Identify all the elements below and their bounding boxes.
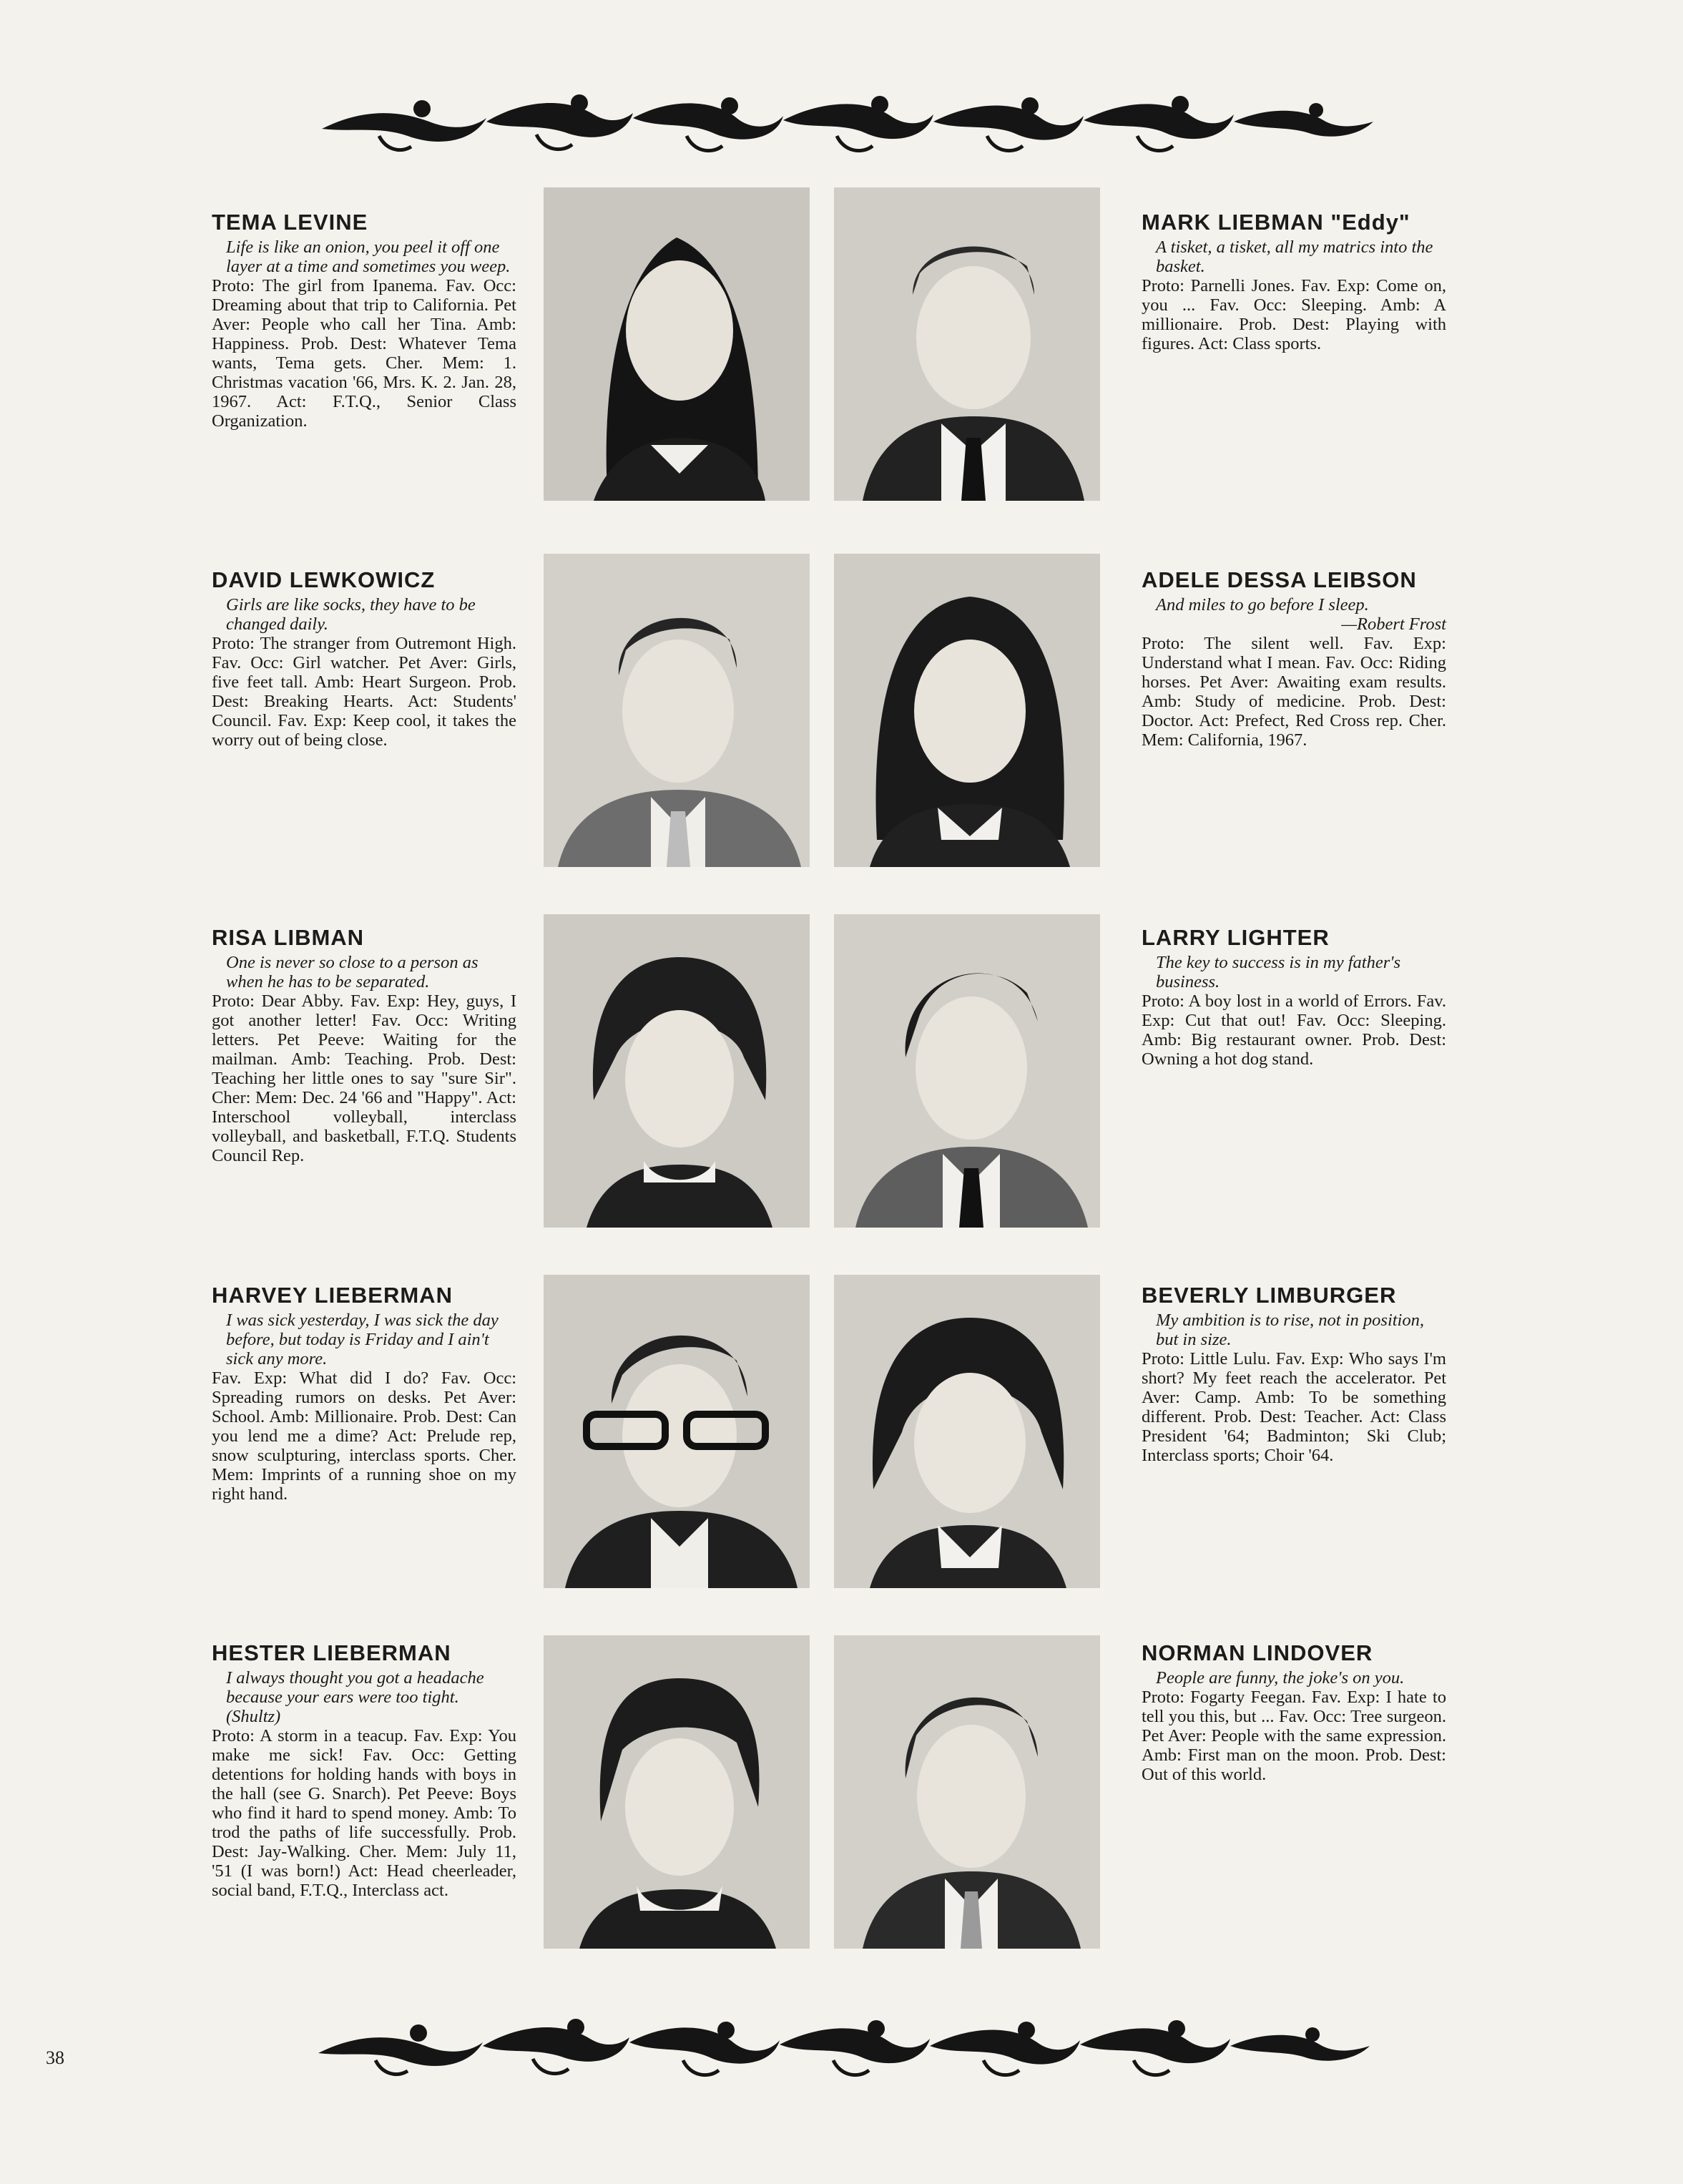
senior-quote: The key to success is in my father's business. [1156,953,1401,991]
quote-attribution: —Robert Frost [1341,614,1446,634]
senior-portrait-photo [834,914,1100,1228]
senior-portrait-photo [544,554,810,867]
senior-portrait-photo [544,1635,810,1949]
senior-quote: People are funny, the joke's on you. [1156,1668,1405,1688]
senior-portrait-photo [834,1275,1100,1588]
senior-bio: Proto: A boy lost in a world of Errors. Fav. Exp: Cut that out! Fav. Occ: Sleeping. Amb: Big restaurant owner. Prob. Dest: Owning a hot dog stand. [1142,991,1446,1069]
senior-quote: Life is like an onion, you peel it off one layer at a time and sometimes you weep. [226,238,511,276]
senior-entry [212,1282,516,1504]
senior-name: MARK LIEBMAN "Eddy" [1142,210,1410,235]
senior-name: TEMA LEVINE [212,210,368,235]
senior-entry [1142,1282,1446,1465]
senior-bio: Proto: Little Lulu. Fav. Exp: Who says I'm short? My feet reach the accelerator. Pet Aver: Camp. Amb: To be something different. Prob. Dest: Teacher. Act: Class President '64; Badminton; Ski Club; Interclass sports; Choir '64. [1142,1349,1446,1465]
senior-name: RISA LIBMAN [212,925,365,950]
senior-bio: Fav. Exp: What did I do? Fav. Occ: Spreading rumors on desks. Pet Aver: School. Amb: Millionaire. Prob. Dest: Can you lend me a dime? Act: Prelude rep, snow sculpturing, interclass sports. Cher. Mem: Imprints of a running shoe on my right hand. [212,1368,516,1504]
senior-name: ADELE DESSA LEIBSON [1142,567,1417,592]
senior-name: BEVERLY LIMBURGER [1142,1283,1397,1308]
senior-quote: My ambition is to rise, not in position, but in size. [1156,1311,1424,1349]
senior-portrait-photo [834,554,1100,867]
senior-quote: Girls are like socks, they have to be changed daily. [226,595,476,634]
page-number: 38 [46,2047,64,2068]
senior-bio: Proto: The silent well. Fav. Exp: Understand what I mean. Fav. Occ: Riding horses. Pet Aver: Awaiting exam results. Amb: Study of medicine. Prob. Dest: Doctor. Act: Prefect, Red Cross rep. Cher. Mem: California, 1967. [1142,634,1446,750]
senior-name: NORMAN LINDOVER [1142,1640,1373,1665]
senior-entry [212,1640,516,1900]
senior-name: HARVEY LIEBERMAN [212,1283,453,1308]
senior-entry [212,567,516,750]
senior-portrait-photo [834,187,1100,501]
senior-name: LARRY LIGHTER [1142,925,1330,950]
top-vine-ornament [308,79,1380,165]
senior-bio: Proto: The girl from Ipanema. Fav. Occ: Dreaming about that trip to California. Pet Aver: People who call her Tina. Amb: Happiness. Prob. Dest: Whatever Tema wants, Tema gets. Cher. Mem: 1. Christmas vacation '66, Mrs. K. 2. Jan. 28, 1967. Act: F.T.Q., Senior Class Organization. [212,276,516,431]
senior-bio: Proto: A storm in a teacup. Fav. Exp: You make me sick! Fav. Occ: Getting detentions for holding hands with boys in the hall (see G. Snarch). Pet Peeve: Boys who find it hard to spend money. Amb: To trod the paths of life successfully. Prob. Dest: Jay-Walking. Cher. Mem: July 11, '51 (I was born!) Act: Head cheerleader, social band, F.T.Q., Interclass act. [212,1726,516,1900]
senior-quote: I always thought you got a headache because your ears were too tight. (Shultz) [226,1668,484,1726]
senior-quote: And miles to go before I sleep. [1156,595,1369,614]
senior-bio: Proto: Dear Abby. Fav. Exp: Hey, guys, I got another letter! Fav. Occ: Writing letters. Pet Peeve: Waiting for the mailman. Amb: Teaching. Prob. Dest: Teaching her little ones to say "sure Sir". Cher: Mem: Dec. 24 '66 and "Happy". Act: Interschool volleyball, interclass volleyball, and basketball, F.T.Q. Students Council Rep. [212,991,516,1165]
senior-portrait-photo [544,1275,810,1588]
senior-portrait-photo [544,187,810,501]
senior-name: HESTER LIEBERMAN [212,1640,451,1665]
senior-quote: I was sick yesterday, I was sick the day before, but today is Friday and I ain't sick any more. [226,1311,499,1368]
senior-quote: One is never so close to a person as when he has to be separated. [226,953,479,991]
senior-bio: Proto: Fogarty Feegan. Fav. Exp: I hate to tell you this, but ... Fav. Occ: Tree surgeon. Pet Aver: People with the same expression. Amb: First man on the moon. Prob. Dest: Out of this world. [1142,1688,1446,1784]
senior-entry [1142,209,1446,353]
senior-name: DAVID LEWKOWICZ [212,567,436,592]
senior-bio: Proto: Parnelli Jones. Fav. Exp: Come on, you ... Fav. Occ: Sleeping. Amb: A millionaire. Prob. Dest: Playing with figures. Act: Class sports. [1142,276,1446,353]
bottom-vine-ornament [300,2003,1380,2089]
senior-entry [1142,567,1446,750]
senior-entry [1142,1640,1446,1784]
senior-portrait-photo [834,1635,1100,1949]
senior-quote: A tisket, a tisket, all my matrics into the basket. [1156,238,1433,276]
senior-entry [212,924,516,1165]
senior-entry [212,209,516,431]
senior-bio: Proto: The stranger from Outremont High. Fav. Occ: Girl watcher. Pet Aver: Girls, five feet tall. Amb: Heart Surgeon. Prob. Dest: Breaking Hearts. Act: Students' Council. Fav. Exp: Keep cool, it takes the worry out of being close. [212,634,516,750]
senior-entry [1142,924,1446,1069]
senior-portrait-photo [544,914,810,1228]
